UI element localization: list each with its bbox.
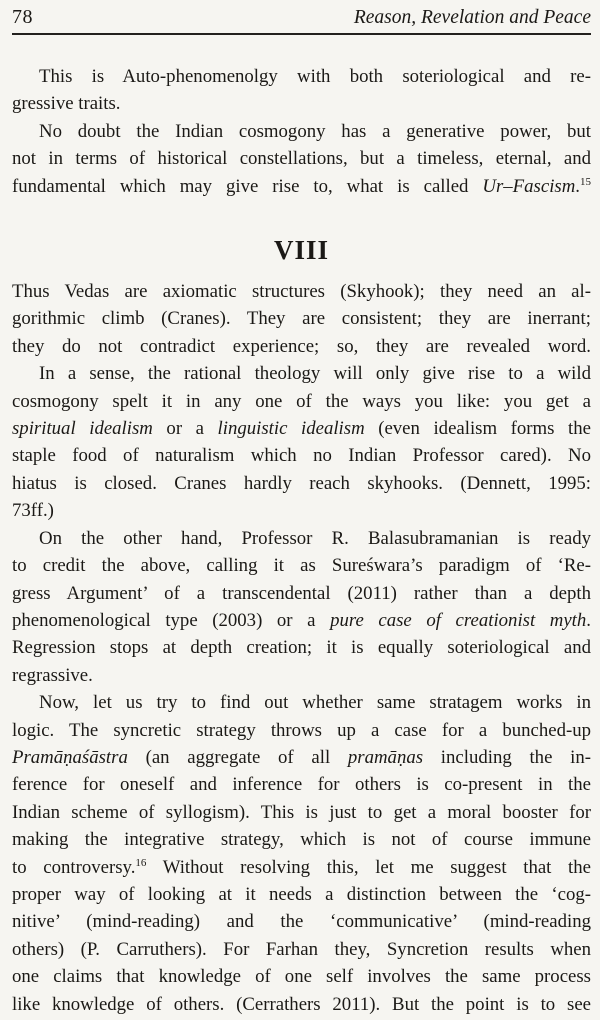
text-line [12,908,591,935]
text-line [12,607,591,634]
text-line [12,634,591,661]
text-line [12,826,591,853]
text-run: nitive’ (mind-reading) and the ‘communicative’ (mind-reading [12,911,591,933]
text-run: to credit the above, calling it as Sureśwara’s paradigm of ‘Re- [12,555,591,577]
text-run: Without resolving this, let me suggest that the [146,856,591,878]
text-run: logic. The syncretic strategy throws up a case for a bunched-up [12,719,591,741]
text-run: like knowledge of others. (Cerrathers 2011). But the point is to see [12,993,591,1015]
text-line [12,936,591,963]
text-run: gressive traits. [12,93,121,115]
paragraph [12,278,591,360]
italic-text: spiritual idealism [12,418,153,440]
text-line [12,497,591,524]
text-line [12,525,591,552]
page-header [12,0,591,31]
text-run: one claims that knowledge of one self involves the same process [12,966,591,988]
text-run: fundamental which may give rise to, what is called [12,175,483,197]
text-line [12,963,591,990]
text-line [12,360,591,387]
text-run: Indian scheme of syllogism). This is just to get a moral booster for [12,801,591,823]
text-run: to controversy. [12,856,136,878]
text-line [12,799,591,826]
paragraph [12,689,591,1018]
text-run: gorithmic climb (Cranes). They are consistent; they are inerrant; [12,308,591,330]
text-line [12,442,591,469]
text-line [12,333,591,360]
text-line [12,662,591,689]
text-run: proper way of looking at it needs a distinction between the ‘cog- [12,883,591,905]
text-run: including the in- [423,746,591,768]
italic-text: Ur–Fascism [482,175,576,197]
text-run: 73ff.) [12,500,54,522]
text-run: Thus Vedas are axiomatic structures (Skyhook); they need an al- [12,281,591,303]
text-line [12,90,591,117]
text-run: staple food of naturalism which no Indian Professor cared). No [12,445,591,467]
text-line [12,881,591,908]
text-run: . [575,175,580,197]
text-run: No doubt the Indian cosmogony has a generative power, but [39,120,591,142]
text-line [12,415,591,442]
text-line [12,470,591,497]
header-rule [12,33,591,35]
text-run: phenomenological type (2003) or a [12,609,331,631]
section-heading: VIII [273,235,330,266]
text-run: Regression stops at depth creation; it is equally soteriological and [12,637,591,659]
text-run: (even idealism forms the [364,418,591,440]
text-line [12,552,591,579]
text-run: others) (P. Carruthers). For Farhan they, Syncretion results when [12,938,591,960]
text-run: they do not contradict experience; so, they are revealed word. [12,335,591,357]
text-run: making the integrative strategy, which is not of course immune [12,829,591,851]
italic-text: linguistic idealism [217,418,365,440]
text-run: gress Argument’ of a transcendental (2011) rather than a depth [12,582,591,604]
text-run: (an aggregate of all [127,746,348,768]
italic-text: Pramāṇaśāstra [12,746,128,768]
italic-text: pure case of creationist myth [330,609,587,631]
text-run: not in terms of historical constellations, but a timeless, eternal, and [12,148,591,170]
paragraph [12,525,591,689]
text-line [12,63,591,90]
text-run: This is Auto-phenomenolgy with both soteriological and re- [39,66,591,87]
text-run: hiatus is closed. Cranes hardly reach skyhooks. (Dennett, 1995: [12,472,591,494]
text-line [12,689,591,716]
text-run: Now, let us try to find out whether same stratagem works in [39,692,591,714]
text-run: ference for oneself and inference for others is co-present in the [12,774,591,796]
text-line [12,145,591,172]
text-run: regrassive. [12,664,93,686]
text-line [12,744,591,771]
page-body [12,63,591,1018]
running-title: Reason, Revelation and Peace [353,7,591,28]
footnote-ref: 16 [135,856,147,869]
text-line [12,854,591,881]
text-run: or a [152,418,218,440]
text-run: In a sense, the rational theology will only give rise to a wild [39,363,591,385]
italic-text: pramāṇas [347,746,424,768]
text-line [12,388,591,415]
text-run: cosmogony spelt it in any one of the ways you like: you get a [12,390,591,412]
text-run: On the other hand, Professor R. Balasubramanian is ready [39,527,591,549]
paragraph [12,118,591,200]
text-line [12,173,591,200]
text-line [12,991,591,1018]
text-run: . [586,609,591,631]
text-line [12,580,591,607]
text-line [12,278,591,305]
page-number: 78 [12,6,33,28]
text-line [12,118,591,145]
paragraph [12,360,591,524]
paragraph [12,63,591,118]
footnote-ref: 15 [580,175,591,188]
text-line [12,305,591,332]
text-line [12,771,591,798]
text-line [12,717,591,744]
